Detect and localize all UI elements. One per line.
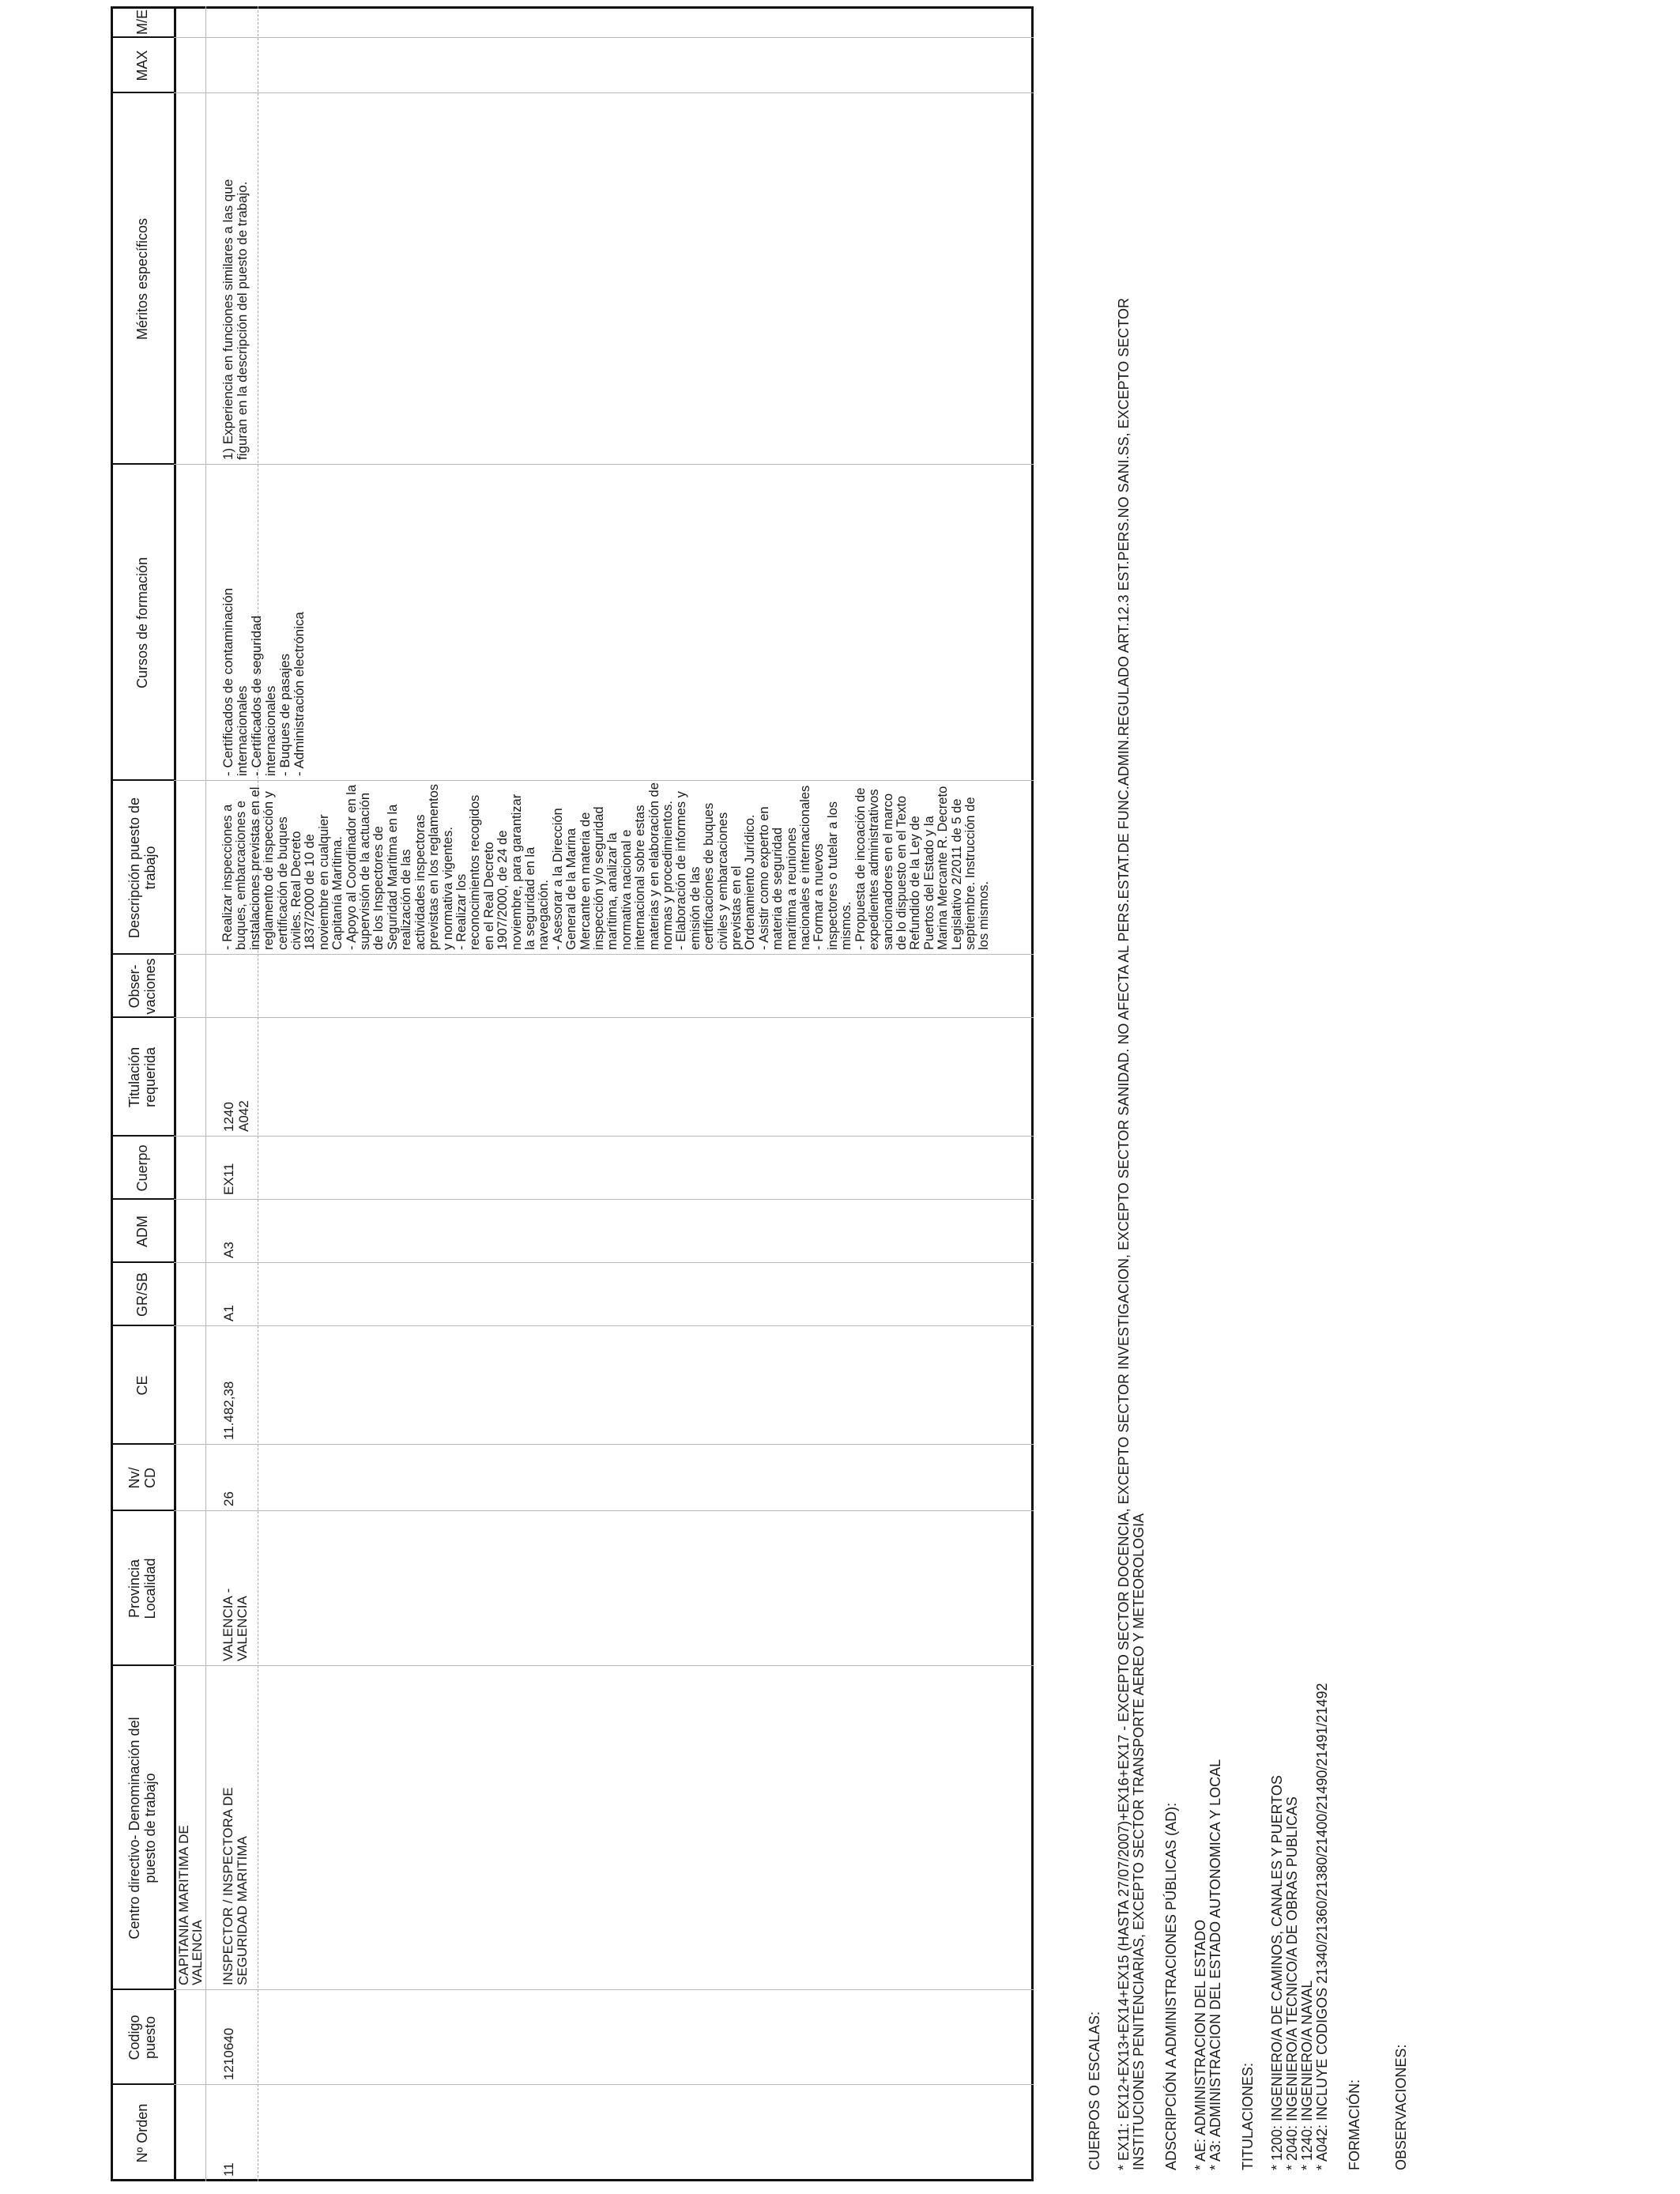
cell-orden: 11 (221, 2162, 236, 2177)
group-row-rule (205, 6, 206, 2181)
titulaciones-item: * 1240: INGENIERO/A NAVAL (1299, 1980, 1315, 2170)
notes-section (1087, 21, 1423, 2170)
adscripcion-label: ADSCRIPCIÓN A ADMINISTRACIONES PÚBLICAS (AD): (1163, 1802, 1179, 2170)
header-orden: Nº Orden (134, 2103, 150, 2163)
col-sep (174, 1325, 1034, 1326)
header-observaciones: Obser- vaciones (126, 958, 158, 1015)
cell-denominacion: INSPECTOR / INSPECTORA DE SEGURIDAD MARITIMA (220, 1787, 250, 1985)
titulaciones-item: * 1200: INGENIERO/A DE CAMINOS, CANALES Y PUERTOS (1269, 1775, 1285, 2170)
header-descripcion: Descripción puesto de trabajo (126, 797, 158, 939)
col-sep (174, 1262, 1034, 1263)
header-cursos: Cursos de formación (134, 556, 150, 689)
cell-nivel: 26 (221, 1491, 236, 1506)
cell-titulacion: 1240 A042 (221, 1100, 251, 1132)
col-sep (174, 1017, 1034, 1018)
group-centro: CAPITANIA MARITIMA DE VALENCIA (176, 1825, 205, 1985)
titulaciones-item: * 2040: INGENIERO/A TECNICO/A DE OBRAS PUBLICAS (1284, 1796, 1300, 2170)
header-titulacion: Titulación requerida (126, 1046, 158, 1108)
cell-codigo: 1210640 (221, 2027, 236, 2080)
header-grupo: GR/SB (134, 1272, 150, 1318)
cell-descripcion: - Realizar inspecciones a buques, embarcaciones e instalaciones previstas en el reglamento de inspección y certificación de buques civiles. Real Decreto 1837/2000 de 10 de noviembre en cualquier Capitanía Marítima. - Apoyo al Coordinador en la supervisión de la actuación de los Inspectores de Seguridad Marítima en la realización de las actividades inspectoras previstas en los reglamentos y normativa vigentes. - Realizar los reconocimientos recogidos en el Real Decreto 1907/2000, de 24 de noviembre, para garantizar la seguridad en la navegación. - Asesorar a la Dirección General de la Marina Mercante en materia de inspección y/o seguridad marítima, analizar la normativa nacional e internacional sobre estas materias y en elaboración de normas y procedimientos. - Elaboración de informes y emisión de las certificaciones de buques civiles y embarcaciones previstas en el Ordenamiento Jurídico. - Asistir como experto en materia de seguridad marítima a reuniones nacionales e internacionales - Formar a nuevos inspectores o tutelar a los mismos. - Propuesta de incoación de expedientes administrativos sancionadores en el marco de lo dispuesto en el Texto Refundido de la Ley de Puertos del Estado y la Marina Mercante R. Decreto Legislativo 2/2011 de 5 de septiembre. Instrucción de los mismos. (220, 782, 992, 950)
col-sep (174, 1136, 1034, 1137)
titulaciones-item: * A042: INCLUYE CODIGOS 21340/21360/21380/21400/21490/21491/21492 (1314, 1683, 1330, 2170)
header-cuerpo: Cuerpo (134, 1144, 150, 1192)
header-adm: ADM (134, 1216, 150, 1247)
header-codigo: Codigo puesto (126, 2015, 158, 2060)
adscripcion-item: * A3: ADMINISTRACION DEL ESTADO AUTONOMICA Y LOCAL (1207, 1759, 1223, 2170)
header-provincia: Provincia Localidad (126, 1558, 158, 1619)
cell-grupo: A1 (221, 1305, 236, 1321)
col-sep (174, 1444, 1034, 1445)
col-sep (174, 92, 1034, 93)
header-ce: CE (134, 1375, 150, 1396)
header-me: M/E (134, 9, 150, 36)
cuerpos-label: CUERPOS O ESCALAS: (1087, 2011, 1102, 2170)
cuerpos-item: INSTITUCIONES PENITENCIARIAS, EXCEPTO SECTOR TRANSPORTE AEREO Y METEOROLOGIA (1131, 1513, 1147, 2170)
cell-cursos: - Certificados de contaminación internacionales - Certificados de seguridad internacionales - Buques de pasajes - Administración electrónica (220, 587, 307, 776)
col-sep (174, 1199, 1034, 1200)
cell-meritos: 1) Experiencia en funciones similares a las que figuran en la descripción del puesto de trabajo. (220, 179, 250, 460)
col-sep (174, 464, 1034, 465)
cell-adm: A3 (221, 1242, 236, 1258)
cell-ce: 11.482,38 (221, 1381, 236, 1440)
cuerpos-item: * EX11: EX12+EX13+EX14+EX15 (HASTA 27/07/2007)+EX16+EX17 - EXCEPTO SECTOR DOCENCIA, EXCEPTO SECTOR INVESTIGACION, EXCEPTO SECTOR SANIDAD. NO AFECTA AL PERS.ESTAT.DE FUNC.ADMIN.REGULADO ART.12.3 EST.PERS.NO SANI.SS, EXCEPTO SECTOR (1116, 298, 1132, 2170)
formacion-label: FORMACIÓN: (1347, 2079, 1362, 2170)
col-sep (174, 1665, 1034, 1666)
col-sep (174, 1510, 1034, 1511)
header-centro: Centro directivo- Denominación del puesto de trabajo (126, 1717, 158, 1940)
cell-cuerpo: EX11 (221, 1163, 236, 1195)
col-sep (174, 1989, 1034, 1990)
titulaciones-label: TITULACIONES: (1240, 2062, 1256, 2170)
col-sep (174, 37, 1034, 38)
cell-provincia: VALENCIA - VALENCIA (220, 1588, 250, 1661)
header-meritos: Méritos específicos (134, 217, 150, 341)
positions-table (111, 6, 1034, 2181)
header-max: MAX (134, 50, 150, 81)
col-sep (174, 2084, 1034, 2085)
header-nivel: Nv/ CD (126, 1467, 158, 1489)
adscripcion-item: * AE: ADMINISTRACION DEL ESTADO (1192, 1919, 1208, 2170)
observaciones-label: OBSERVACIONES: (1393, 2044, 1409, 2170)
